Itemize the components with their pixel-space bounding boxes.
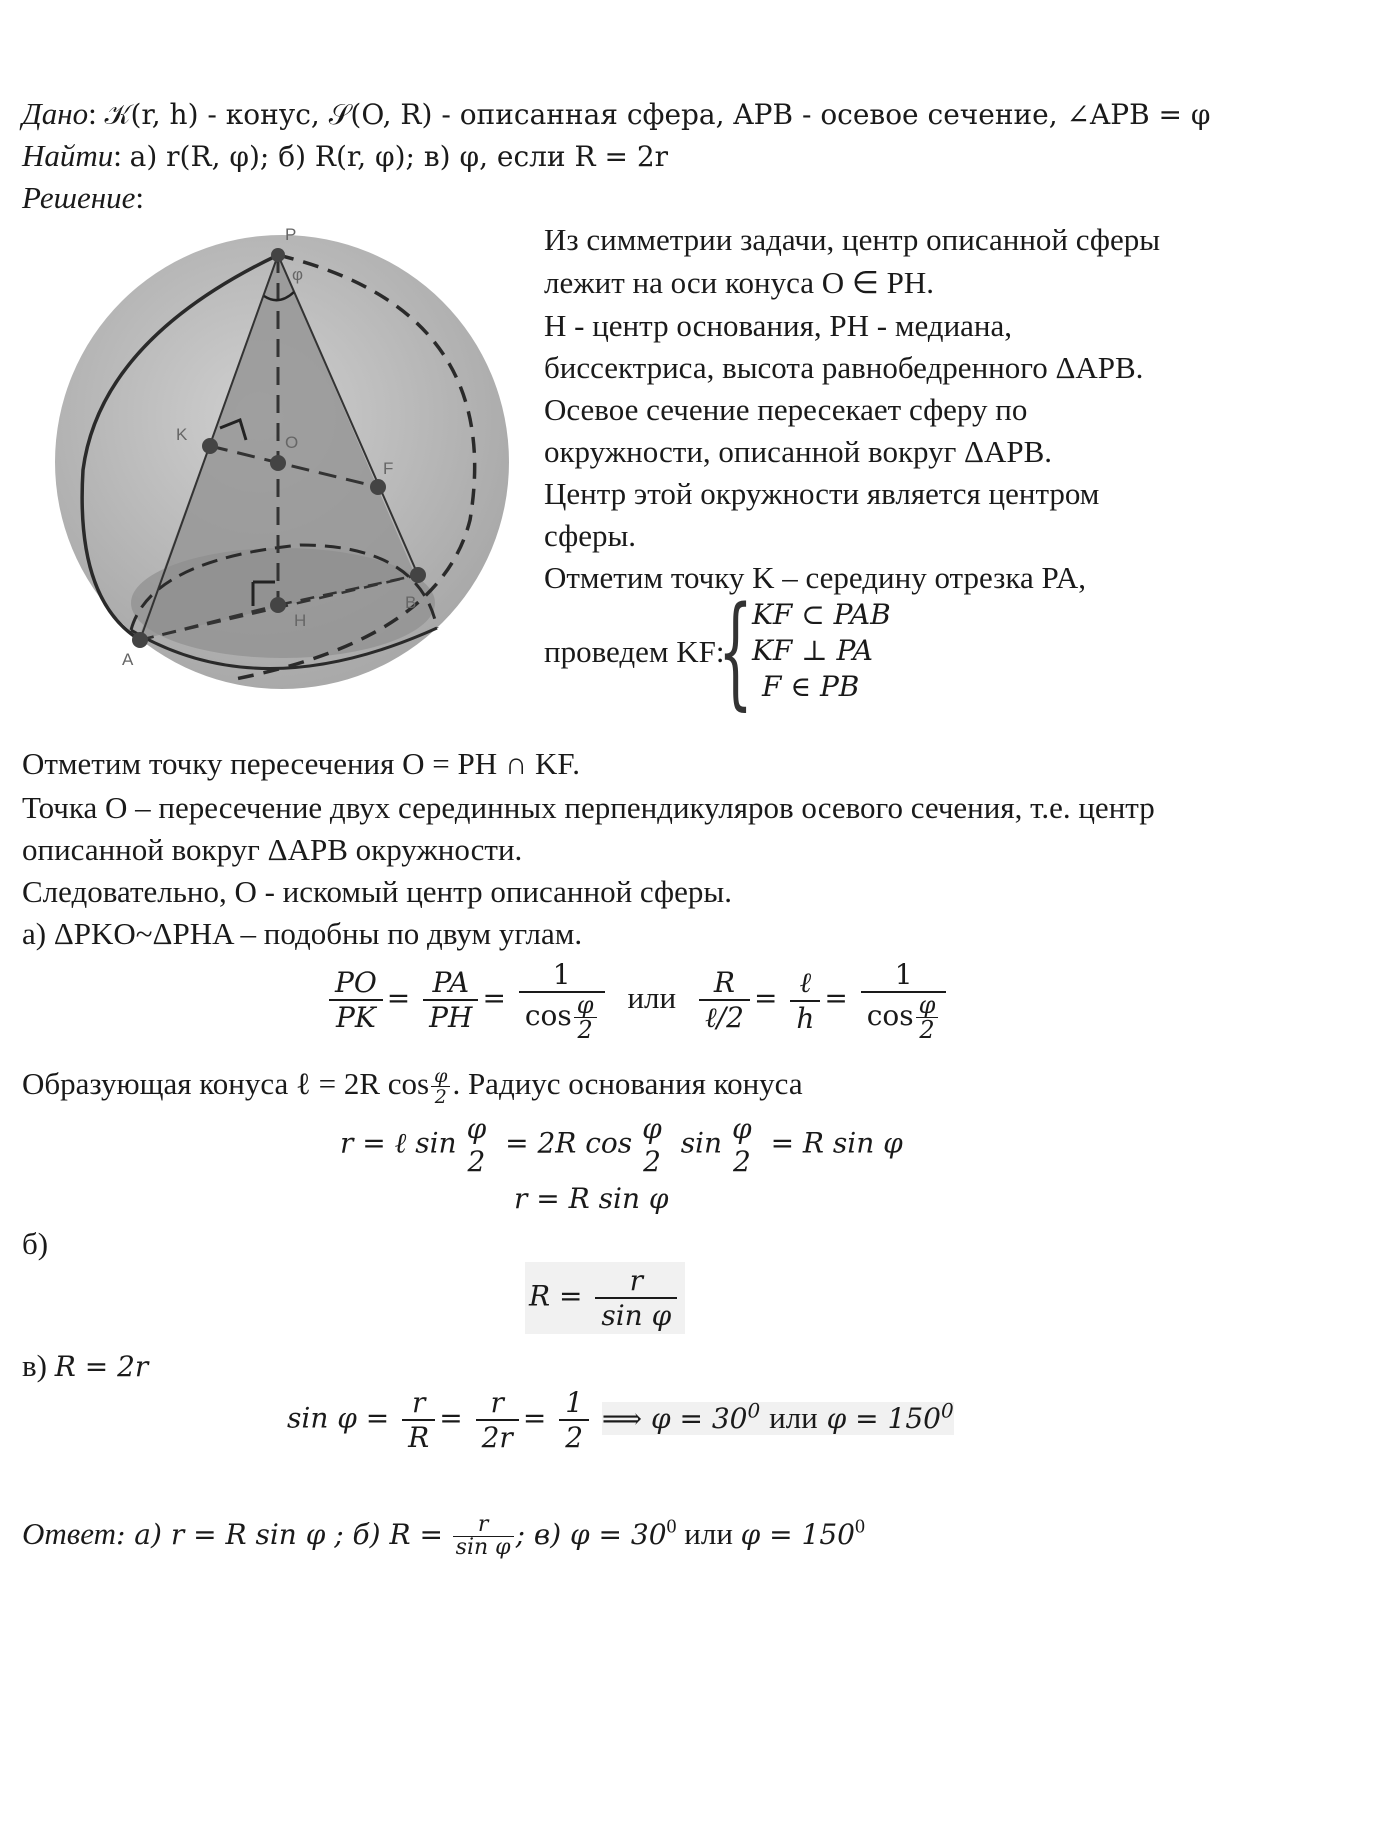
right-text-6: окружности, описанной вокруг ΔAPB.	[544, 434, 1053, 469]
answer-line	[22, 1512, 865, 1559]
eq2-c: sin	[680, 1126, 723, 1160]
eq4-lhs: R =	[529, 1279, 583, 1313]
eq2-d: = R sin φ	[770, 1126, 903, 1160]
eq1-g3-two: 2	[916, 1017, 939, 1042]
find-text: а) r(R, φ); б) R(r, φ); в) φ, если R = 2r	[129, 140, 669, 173]
body-line-5: а) ΔPKO~ΔPHA – подобны по двум углам.	[22, 916, 583, 951]
eq5-f2-num: r	[490, 1386, 504, 1419]
eq1-f3-num: 1	[552, 958, 571, 991]
equation-similarity: $\frac{PO}{PK}$ = $\frac{PA}{PH}$ = 1 cos $\frac{\varphi}{2}$ или $\frac{R}{\text{ℓ/2}}$ = $\frac{\text{ℓ}}{h}$ = 1 cos $\frac{\varphi}{2}$	[325, 958, 950, 1042]
generatrix-pre: Образующая конуса ℓ = 2R cos	[22, 1066, 430, 1101]
eq5-deg-1: 0	[747, 1398, 761, 1423]
eq2-phi-2: φ	[642, 1112, 662, 1145]
eq5-lhs: sin φ =	[287, 1401, 390, 1435]
eq1-f2-num: PA	[432, 966, 470, 999]
find-label: Найти	[22, 138, 114, 173]
right-text-4: биссектриса, высота равнобедренного ΔAPB.	[544, 350, 1144, 385]
point-o	[270, 455, 286, 471]
given-text: 𝒦(r, h) - конус, 𝒮(O, R) - описанная сфера, APB - осевое сечение, ∠APB = φ	[104, 98, 1211, 131]
eq2-phi-1: φ	[466, 1112, 487, 1145]
answer-deg-2: 0	[854, 1515, 865, 1538]
eq2-two-3: 2	[732, 1145, 751, 1178]
eq5-f3-den: 2	[559, 1419, 589, 1454]
eq5-f1-num: r	[411, 1386, 426, 1419]
eq1-f1-den: PK	[329, 999, 383, 1034]
right-text-7: Центр этой окружности является центром	[544, 476, 1100, 511]
body-line-4: Следовательно, O - искомый центр описанной сферы.	[22, 874, 732, 909]
right-text-1: Из симметрии задачи, центр описанной сферы	[544, 222, 1161, 257]
answer-or: или	[684, 1516, 733, 1551]
system-prefix: проведем KF:	[544, 634, 725, 669]
point-p	[271, 248, 285, 262]
point-a	[132, 632, 148, 648]
right-text-9: Отметим точку K – середину отрезка PA,	[544, 560, 1086, 595]
right-text-8: сферы.	[544, 518, 637, 553]
system-line-3: F ∈ PB	[762, 670, 860, 703]
eq1-g3-num: 1	[894, 958, 913, 991]
point-k	[202, 438, 218, 454]
solution-line: Решение:	[22, 180, 144, 215]
eq4-num: r	[629, 1264, 643, 1297]
eq1-f3-cos: cos	[524, 999, 572, 1032]
right-text-3: H - центр основания, PH - медиана,	[544, 308, 1013, 343]
eq5-deg-2: 0	[940, 1398, 954, 1423]
eq2-two-1: 2	[467, 1145, 486, 1178]
label-k: K	[176, 425, 188, 444]
answer-num: r	[477, 1512, 489, 1538]
eq1-g3-phi: φ	[918, 991, 936, 1019]
label-h: H	[294, 611, 307, 630]
answer-c2: φ = 150	[740, 1518, 855, 1551]
answer-a: : а) r = R sin φ ; б) R =	[115, 1518, 443, 1551]
eq5-answer	[601, 1398, 954, 1435]
label-a: A	[122, 650, 134, 669]
part-c-line	[22, 1348, 148, 1385]
eq2-b: = 2R cos	[505, 1126, 633, 1160]
solution-label: Решение	[22, 180, 136, 215]
generatrix-phi: φ	[434, 1065, 448, 1088]
part-c-cond: R = 2r	[54, 1350, 149, 1383]
eq1-f3-two: 2	[574, 1017, 597, 1042]
eq5-f3-num: 1	[565, 1386, 584, 1419]
label-phi: φ	[292, 265, 304, 284]
body-line-2: Точка O – пересечение двух серединных перпендикуляров осевого сечения, т.е. центр	[22, 790, 1155, 825]
eq5-f1-den: R	[402, 1419, 435, 1454]
eq5-rhs: ⟹ φ = 30	[601, 1401, 748, 1435]
generatrix-line	[22, 1066, 803, 1107]
eq2-a: r = ℓ sin	[340, 1126, 457, 1160]
eq1-f3-phi: φ	[576, 991, 594, 1019]
answer-label: Ответ	[22, 1516, 116, 1551]
eq1-g2-den: h	[790, 1000, 820, 1035]
generatrix-two: 2	[431, 1086, 450, 1107]
point-b	[410, 567, 426, 583]
body-line-3: описанной вокруг ΔAPB окружности.	[22, 832, 523, 867]
point-h	[270, 597, 286, 613]
point-f	[370, 479, 386, 495]
eq1-g1-num: R	[713, 965, 736, 999]
eq1-f1-num: PO	[335, 966, 377, 999]
equation-result-c: sin φ = $\frac{r}{R}$ = $\frac{r}{2r}$ = $\frac{1}{2}$ ⟹ $\varphi = 30^0$ или $\varphi = 150^0$	[287, 1386, 954, 1454]
part-c-label: в)	[22, 1348, 47, 1383]
system-line-1: KF ⊂ PAB	[752, 598, 891, 631]
given-line: Дано: 𝒦(r, h) - конус, 𝒮(O, R) - описанная сфера, APB - осевое сечение, ∠APB = φ	[22, 96, 1211, 131]
eq4-den: sin φ	[595, 1297, 677, 1332]
cone-sphere-figure	[40, 220, 600, 700]
equation-radius	[340, 1112, 903, 1178]
eq2-phi-3: φ	[732, 1112, 752, 1145]
eq1-g2-num: ℓ	[799, 965, 812, 999]
eq5-or: или	[769, 1399, 818, 1435]
system-brace: {	[718, 580, 753, 722]
right-text-2: лежит на оси конуса O ∈ PH.	[544, 265, 934, 300]
label-o: O	[285, 433, 299, 452]
answer-c: ; в) φ = 30	[515, 1518, 667, 1551]
right-text-5: Осевое сечение пересекает сферу по	[544, 392, 1028, 427]
body-line-1: Отметим точку пересечения O = PH ∩ KF.	[22, 746, 580, 781]
part-b-label: б)	[22, 1226, 49, 1261]
eq1-g1-den: ℓ/2	[699, 999, 750, 1035]
generatrix-post: . Радиус основания конуса	[452, 1066, 803, 1101]
eq1-f2-den: PH	[423, 999, 478, 1034]
system-line-2: KF ⊥ PA	[752, 634, 873, 667]
equation-result-a: r = R sin φ	[514, 1182, 669, 1215]
eq1-or: или	[627, 979, 677, 1015]
eq5-f2-den: 2r	[476, 1419, 519, 1454]
equation-result-b	[525, 1262, 685, 1334]
eq5-rhs2: φ = 150	[826, 1401, 941, 1435]
label-p: P	[285, 225, 297, 244]
eq1-g3-cos: cos	[866, 999, 914, 1032]
answer-den: sin φ	[453, 1536, 514, 1559]
label-f: F	[383, 459, 394, 478]
given-label: Дано	[22, 96, 89, 131]
find-line: Найти: а) r(R, φ); б) R(r, φ); в) φ, если R = 2r	[22, 138, 669, 173]
answer-deg-1: 0	[666, 1515, 677, 1538]
label-b: B	[405, 593, 417, 612]
eq2-two-2: 2	[643, 1145, 661, 1178]
